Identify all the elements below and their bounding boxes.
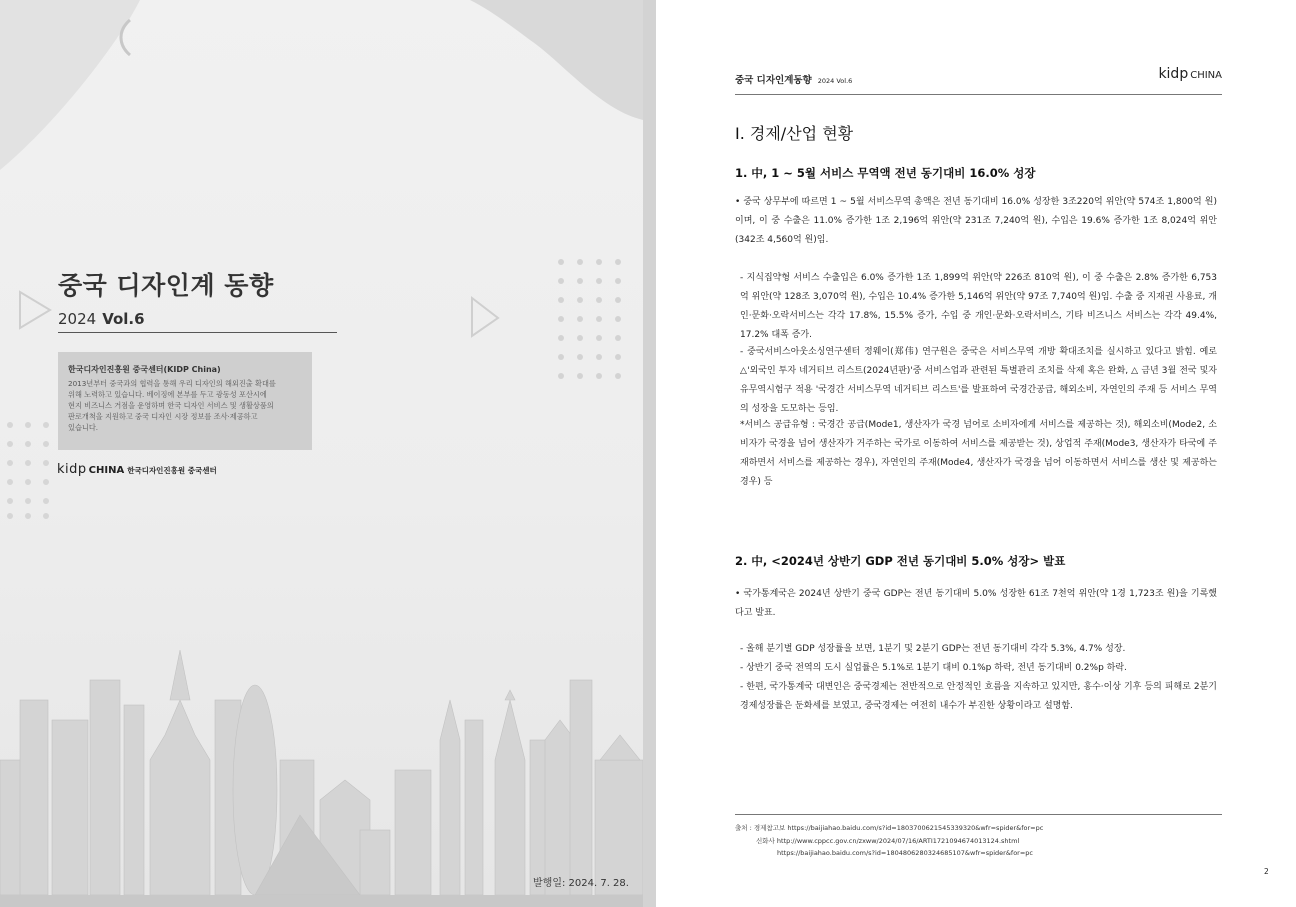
header-volume: 2024 Vol.6 xyxy=(817,77,853,85)
page-gutter xyxy=(643,0,656,907)
heading-1: 1. 中, 1 ~ 5월 서비스 무역액 전년 동기대비 16.0% 성장 xyxy=(735,166,1036,180)
china-logo-text: CHINA xyxy=(1190,70,1222,81)
cover-page xyxy=(0,0,643,907)
org-desc-line: 있습니다. xyxy=(68,423,99,432)
publish-date: 발행일: 2024. 7. 28. xyxy=(533,878,629,889)
china-logo-text: CHINA xyxy=(88,465,125,476)
page-number: 2 xyxy=(1264,867,1269,876)
org-desc-line: 현지 비즈니스 거점을 운영하며 한국 디자인 서비스 및 생활상품의 xyxy=(68,401,274,410)
source-line: https://baijiahao.baidu.com/s?id=1804806280324685107&wfr=spider&for=pc xyxy=(777,849,1033,857)
sources xyxy=(735,814,1222,857)
org-info-box xyxy=(58,352,312,450)
header-title xyxy=(735,72,852,86)
heading-2: 2. 中, <2024년 상반기 GDP 전년 동기대비 5.0% 성장> 발표 xyxy=(735,554,1066,568)
paragraph-7: - 상반기 중국 전역의 도시 실업률은 5.1%로 1분기 대비 0.1%p 하락, 전년 동기대비 0.2%p 하락. xyxy=(740,663,1127,673)
org-desc-line: 2013년부터 중국과의 협력을 통해 우리 디자인의 해외진출 확대를 xyxy=(68,379,276,388)
paragraph-1: • 중국 상무부에 따르면 1 ~ 5월 서비스무역 총액은 전년 동기대비 16.0% 성장한 3조220억 위안(약 574조 1,800억 원)이며, 이 중 수출은 11.0% 증가한 1조 2,196억 위안(약 231조 7,240억 원), 수입은 19.6% 증가한 1조 8,024억 위안(342조 4,560억 원)임. xyxy=(735,197,1217,245)
cover-volume-row xyxy=(58,310,337,333)
paragraph-5: • 국가통계국은 2024년 상반기 중국 GDP는 전년 동기대비 5.0% 성장한 61조 7천억 위안(약 1경 1,723조 원)을 기록했다고 발표. xyxy=(735,589,1217,618)
paragraph-6: - 올해 분기별 GDP 성장률을 보면, 1분기 및 2분기 GDP는 전년 동기대비 각각 5.3%, 4.7% 성장. xyxy=(740,644,1126,654)
paragraph-4-note: *서비스 공급유형 : 국경간 공급(Mode1, 생산자가 국경 넘어로 소비자에게 서비스를 제공하는 것), 해외소비(Mode2, 소비자가 국경을 넘어 생산자가 거주하는 국가로 이동하여 서비스를 제공받는 것), 상업적 주재(Mode3, 생산자가 타국에 주재하면서 서비스를 제공하는 경우), 자연인의 주재(Mode4, 생산자가 국경을 넘어 이동하면서 서비스를 생산 및 제공하는 경우) 등 xyxy=(740,420,1217,487)
paragraph-2: - 지식집약형 서비스 수출입은 6.0% 증가한 1조 1,899억 위안(약 226조 810억 원), 이 중 수출은 2.8% 증가한 6,753억 위안(약 128조 3,070억 원), 수입은 10.4% 증가한 5,146억 위안(약 97조 7,740억 원)임. 수출 중 지재권 사용료, 개인·문화·오락서비스는 각각 17.8%, 15.5% 증가, 수입 중 개인·문화·오락서비스, 기타 비즈니스 서비스는 각각 49.4%, 17.2% 대폭 증가. xyxy=(740,273,1217,340)
cover-volume: Vol.6 xyxy=(102,310,145,328)
content-page xyxy=(656,0,1296,907)
cover-decoration xyxy=(0,0,643,907)
paragraph-3: - 중국서비스아웃소싱연구센터 정웨이(郑伟) 연구원은 중국은 서비스무역 개방 확대조치를 실시하고 있다고 밝힘. 예로 △'외국인 투자 네거티브 리스트(2024년판)'중 서비스업과 관련된 특별관리 조치를 삭제 혹은 완화, △ 금년 3월 전국 및자유무역시험구 적용 '국경간 서비스무역 네거티브 리스트'를 발표하여 국경간공급, 해외소비, 자연인의 주재 등 서비스 무역의 성장을 도모하는 등임. xyxy=(740,347,1217,414)
cover-title: 중국 디자인계 동향 xyxy=(58,271,274,300)
header-title-text: 중국 디자인계동향 xyxy=(735,75,812,86)
org-description xyxy=(68,378,302,433)
source-line: 신화사 http://www.cppcc.gov.cn/zxww/2024/07/16/ARTI1721094674013124.shtml xyxy=(756,837,1020,845)
source-line: 출처 : 경제참고보 https://baijiahao.baidu.com/s?id=1803700621545339320&wfr=spider&for=pc xyxy=(735,824,1044,832)
kidp-logo-text: kidp xyxy=(1158,66,1189,82)
page-header xyxy=(735,66,1222,95)
cover-logo xyxy=(57,462,217,477)
paragraph-8: - 한편, 국가통계국 대변인은 중국경제는 전반적으로 안정적인 흐름을 지속하고 있지만, 홍수·이상 기후 등의 피해로 2분기 경제성장률은 둔화세를 보였고, 중국경제는 여전히 내수가 부진한 상황이라고 설명함. xyxy=(740,682,1217,711)
org-desc-line: 판로개척을 지원하고 중국 디자인 시장 정보를 조사·제공하고 xyxy=(68,412,258,421)
header-logo xyxy=(1158,66,1222,82)
cover-bottom-bar xyxy=(0,895,643,907)
kidp-logo-text: kidp xyxy=(57,462,87,477)
section-title: I. 경제/산업 현황 xyxy=(735,124,854,143)
cover-year: 2024 xyxy=(58,310,97,328)
logo-subtitle: 한국디자인진흥원 중국센터 xyxy=(127,466,217,475)
org-name: 한국디자인진흥원 중국센터(KIDP China) xyxy=(68,365,221,374)
org-desc-line: 위해 노력하고 있습니다. 베이징에 본부를 두고 광동성 포산시에 xyxy=(68,390,267,399)
